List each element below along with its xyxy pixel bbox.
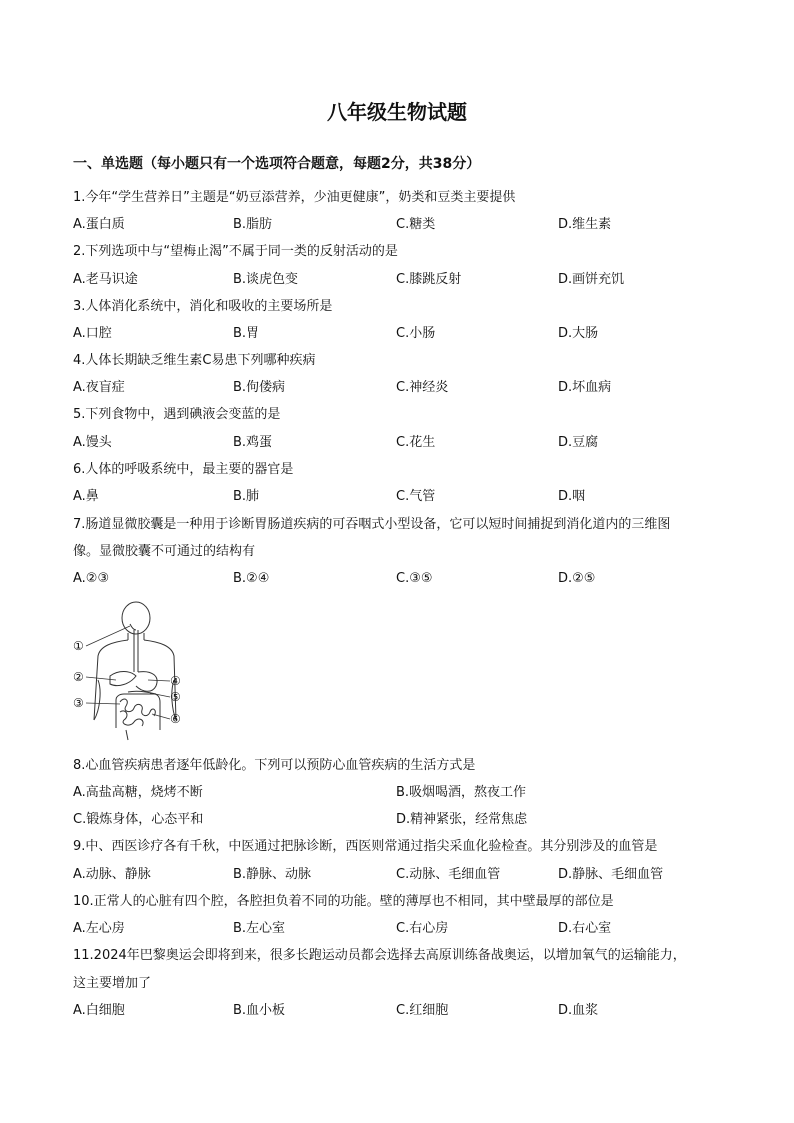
question-10-options — [73, 920, 753, 938]
option-b: B.鸡蛋 — [233, 435, 273, 450]
question-7-stem-cont: 像。显微胶囊不可通过的结构有 — [73, 544, 256, 559]
question-11-stem-cont: 这主要增加了 — [73, 976, 152, 991]
question-7-options — [73, 570, 753, 588]
option-c: C.③⑤ — [396, 571, 433, 586]
question-9-options — [73, 866, 753, 884]
option-d: D.精神紧张，经常焦虑 — [396, 812, 528, 827]
option-b: B.②④ — [233, 571, 270, 586]
option-c: C.花生 — [396, 435, 436, 450]
question-9-stem: 9.中、西医诊疗各有千秋，中医通过把脉诊断，西医则常通过指尖采血化验检查。其分别涉及的血管是 — [73, 839, 658, 854]
option-d: D.维生素 — [558, 217, 612, 232]
option-a: A.高盐高糖，烧烤不断 — [73, 785, 203, 800]
question-2-options — [73, 271, 753, 289]
option-b: B.脂肪 — [233, 217, 273, 232]
question-8-stem: 8.心血管疾病患者逐年低龄化。下列可以预防心血管疾病的生活方式是 — [73, 758, 476, 773]
page-title: 八年级生物试题 — [327, 100, 467, 124]
option-d: D.大肠 — [558, 326, 599, 341]
diagram-label-4: ④ — [170, 674, 181, 688]
option-b: B.吸烟喝酒，熬夜工作 — [396, 785, 527, 800]
option-a: A.口腔 — [73, 326, 112, 341]
option-b: B.佝偻病 — [233, 380, 286, 395]
option-b: B.肺 — [233, 489, 260, 504]
option-c: C.红细胞 — [396, 1003, 449, 1018]
option-c: C.神经炎 — [396, 380, 449, 395]
option-d: D.咽 — [558, 489, 586, 504]
option-b: B.静脉、动脉 — [233, 867, 312, 882]
option-c: C.糖类 — [396, 217, 436, 232]
question-8-options-row1 — [73, 784, 753, 802]
question-5-options — [73, 434, 753, 452]
diagram-label-1: ① — [73, 639, 84, 653]
question-2-stem: 2.下列选项中与“望梅止渴”不属于同一类的反射活动的是 — [73, 244, 398, 259]
question-8-options-row2 — [73, 811, 753, 829]
question-1-options — [73, 216, 753, 234]
option-d: D.豆腐 — [558, 435, 599, 450]
option-a: A.蛋白质 — [73, 217, 125, 232]
option-b: B.胃 — [233, 326, 260, 341]
option-d: D.静脉、毛细血管 — [558, 867, 664, 882]
question-4-options — [73, 379, 753, 397]
section-heading: 一、单选题（每小题只有一个选项符合题意，每题2分，共38分） — [73, 156, 481, 172]
question-1-stem: 1.今年“学生营养日”主题是“奶豆添营养，少油更健康”，奶类和豆类主要提供 — [73, 190, 516, 205]
option-b: B.血小板 — [233, 1003, 286, 1018]
option-a: A.老马识途 — [73, 272, 138, 287]
option-d: D.②⑤ — [558, 571, 596, 586]
option-c: C.右心房 — [396, 921, 449, 936]
option-d: D.血浆 — [558, 1003, 599, 1018]
option-c: C.小肠 — [396, 326, 436, 341]
option-a: A.②③ — [73, 571, 110, 586]
diagram-label-6: ⑥ — [170, 712, 181, 726]
question-4-stem: 4.人体长期缺乏维生素C易患下列哪种疾病 — [73, 353, 316, 368]
question-11-options — [73, 1002, 753, 1020]
option-a: A.动脉、静脉 — [73, 867, 151, 882]
question-5-stem: 5.下列食物中，遇到碘液会变蓝的是 — [73, 407, 281, 422]
diagram-label-2: ② — [73, 670, 84, 684]
option-a: A.夜盲症 — [73, 380, 125, 395]
option-c: C.动脉、毛细血管 — [396, 867, 501, 882]
question-3-options — [73, 325, 753, 343]
question-7-stem: 7.肠道显微胶囊是一种用于诊断胃肠道疾病的可吞咽式小型设备，它可以短时间捕捉到消化道内的三维图 — [73, 517, 671, 532]
digestive-system-diagram — [72, 600, 184, 748]
option-a: A.白细胞 — [73, 1003, 125, 1018]
option-a: A.鼻 — [73, 489, 99, 504]
question-11-stem: 11.2024年巴黎奥运会即将到来，很多长跑运动员都会选择去高原训练备战奥运，以增加氧气的运输能力， — [73, 948, 686, 963]
option-d: D.坏血病 — [558, 380, 612, 395]
option-b: B.谈虎色变 — [233, 272, 299, 287]
diagram-label-5: ⑤ — [170, 690, 181, 704]
option-a: A.馒头 — [73, 435, 112, 450]
option-c: C.锻炼身体，心态平和 — [73, 812, 204, 827]
option-c: C.膝跳反射 — [396, 272, 462, 287]
option-c: C.气管 — [396, 489, 436, 504]
question-3-stem: 3.人体消化系统中，消化和吸收的主要场所是 — [73, 299, 333, 314]
option-b: B.左心室 — [233, 921, 286, 936]
option-d: D.画饼充饥 — [558, 272, 625, 287]
question-6-options — [73, 488, 753, 506]
option-d: D.右心室 — [558, 921, 612, 936]
diagram-label-3: ③ — [73, 696, 84, 710]
question-6-stem: 6.人体的呼吸系统中，最主要的器官是 — [73, 462, 294, 477]
question-10-stem: 10.正常人的心脏有四个腔，各腔担负着不同的功能。壁的薄厚也不相同，其中壁最厚的部位是 — [73, 894, 614, 909]
option-a: A.左心房 — [73, 921, 125, 936]
